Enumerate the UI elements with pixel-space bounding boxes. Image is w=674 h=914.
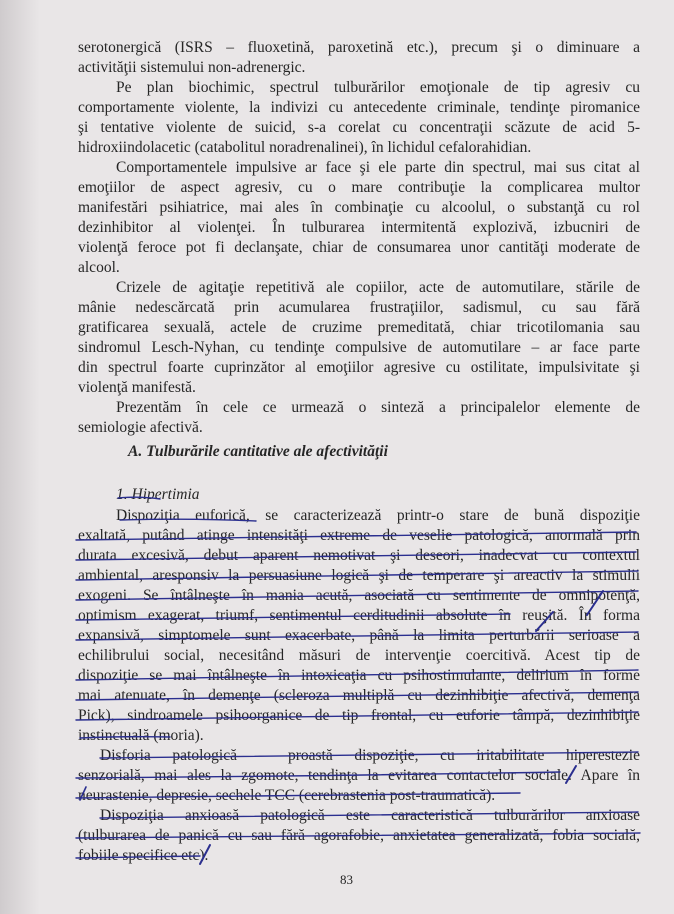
- text-line: activităţii sistemului non-adrenergic.: [78, 59, 306, 76]
- text-line: dispoziţie se mai întâlneşte în intoxicaţia cu psihostimulante, delirium în forme: [78, 667, 640, 684]
- text-line: alcool.: [78, 259, 120, 276]
- text-line: violenţă feroce pot fi declanşate, chiar de consumarea unor cantităţi moderate de: [78, 239, 640, 256]
- text-line: expansivă, simptomele sunt exacerbate, până la limita perturbării serioase a: [78, 627, 640, 644]
- text-line: Crizele de agitaţie repetitivă ale copiilor, acte de automutilare, stările de: [116, 279, 640, 296]
- text-line: gratificarea sexuală, actele de cruzime premeditată, chiar tricotilomania sau: [78, 319, 640, 336]
- text-line: senzorială, mai ales la zgomote, tendinţa la evitarea contactelor sociale. Apare în: [78, 767, 640, 784]
- page-number: 83: [340, 872, 353, 887]
- text-line: durata excesivă, debut aparent nemotivat şi deseori, inadecvat cu contextul: [78, 547, 640, 564]
- text-line: mai atenuate, în demenţe (scleroza multiplă cu dezinhibiţie afectivă, demenţa: [78, 687, 640, 704]
- section-heading: A. Tulburările cantitative ale afectivităţii: [128, 443, 388, 460]
- text-line: violenţă manifestă.: [78, 379, 196, 396]
- text-line: Disforia patologică – proastă dispoziţie, cu iritabilitate hiperestezie: [100, 747, 640, 764]
- text-line: şi tentative violente de suicid, s-a corelat cu concentraţii scăzute de acid 5-: [78, 119, 640, 136]
- text-line: fobiile specifice etc).: [78, 847, 209, 864]
- text-line: exogeni. Se întâlneşte în mania acută, asociată cu sentimente de omnipotenţă,: [78, 587, 640, 604]
- text-line: semiologie afectivă.: [78, 419, 203, 436]
- text-line: echilibrului social, necesitând măsuri de intervenţie coercitivă. Acest tip de: [78, 647, 640, 664]
- text-line: ambiental, aresponsiv la persuasiune logică şi de temperare şi areactiv la stimulii: [78, 567, 640, 584]
- text-line: Comportamentele impulsive ar face şi ele parte din spectrul, mai sus citat al: [116, 159, 640, 176]
- text-line: serotonergică (ISRS – fluoxetină, paroxetină etc.), precum şi o diminuare a: [78, 39, 640, 56]
- text-line: Pick), sindroamele psihoorganice de tip frontal, cu euforie tâmpă, dezinhibiţie: [78, 707, 640, 724]
- text-line: emoţiilor de aspect agresiv, cu o mare contribuţie la complicarea multor: [78, 179, 640, 196]
- text-line: sindromul Lesch-Nyhan, cu tendinţe compulsive de automutilare – ar face parte: [78, 339, 640, 356]
- text-line: instinctuală (moria).: [78, 727, 204, 744]
- text-line: din spectrul foarte cuprinzător al emoţiilor agresive cu ostilitate, impulsivitate şi: [78, 359, 640, 376]
- text-line: optimism exagerat, triumf, sentimentul cerditudinii absolute în reuşită. În forma: [78, 607, 640, 624]
- text-line: comportamente violente, la indivizi cu antecedente criminale, tendinţe piromanice: [78, 99, 640, 116]
- text-line: manifestări psihiatrice, mai ales în combinaţie cu alcoolul, o substanţă cu rol: [78, 199, 640, 216]
- text-line: Pe plan biochimic, spectrul tulburărilor emoţionale de tip agresiv cu: [116, 79, 640, 96]
- subsection-heading: 1. Hipertimia: [116, 486, 200, 503]
- text-line: (tulburarea de panică cu sau fără agorafobie, anxietatea generalizată, fobia socială,: [78, 827, 640, 844]
- text-line: neurastenie, depresie, sechele TCC (cerebrastenia post-traumatică).: [78, 787, 496, 804]
- text-line: exaltată, putând atinge intensităţi extreme de veselie patologică, anormală prin: [78, 527, 640, 544]
- text-line: Dispoziţia anxioasă patologică este caracteristică tulburărilor anxioase: [100, 807, 640, 824]
- text-line: Prezentăm în cele ce urmează o sinteză a principalelor elemente de: [116, 399, 640, 416]
- text-line: mânie nedescărcată prin acumularea frustraţiilor, sadismul, cu sau fără: [78, 299, 640, 316]
- text-line: Dispoziţia euforică, se caracterizează printr-o stare de bună dispoziţie: [116, 507, 640, 524]
- text-line: hidroxiindolacetic (catabolitul noradrenalinei), în lichidul cefalorahidian.: [78, 139, 532, 156]
- text-line: dezinhibitor al violenţei. În tulburarea intermitentă explozivă, izbucniri de: [78, 219, 640, 236]
